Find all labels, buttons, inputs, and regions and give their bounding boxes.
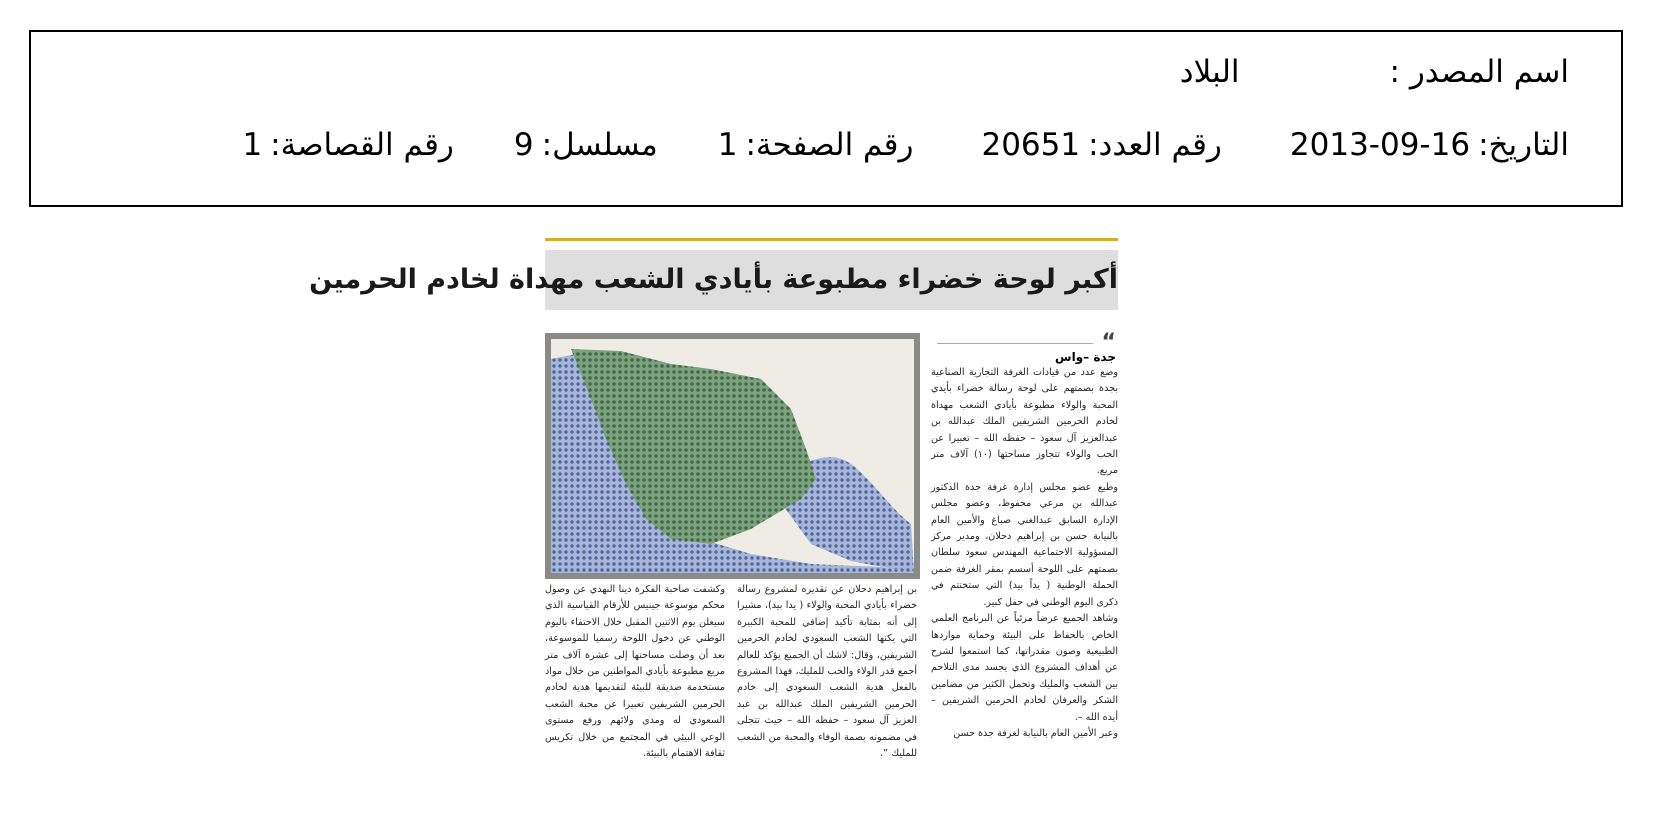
article-byline: جدة –واس [1055, 350, 1116, 364]
source-value: البلاد [1179, 54, 1240, 90]
article-column-right [931, 365, 1118, 782]
date-label: التاريخ: [1478, 127, 1569, 163]
page-value: 1 [717, 127, 738, 163]
map-photo [545, 333, 920, 579]
source-row [1180, 54, 1569, 90]
serial-value: 9 [513, 127, 534, 163]
paragraph: وضع عدد من قيادات الغرفة التجارية الصناعية بجدة بصمتهم على لوحة رسالة خضراء بأيدي المحبة والولاء مطبوعة بأيادي الشعب مهداة لخادم الحرمين الشريفين الملك عبدالله بن عبدالعزيز آل سعود – حفظه الله – تعبيرا عن الحب والولاء تتجاوز مساحتها (١٠) آلاف متر مربع. [931, 367, 1118, 477]
clipping-info-box [29, 30, 1623, 207]
paragraph: وشاهد الجميع عرضاً مرئياً عن البرنامج العلمي الخاص بالحفاظ على البيئة وحماية مواردها الطبيعية وصون مقدراتها، كما استمعوا لشرح عن أهداف المشروع الذي يجسد مدى التلاحم بين الشعب والمليك وتحمل الكثير من مضامين الشكر والعرفان لخادم الحرمين الشريفين – أيده الله –. [931, 613, 1118, 723]
article-column-middle [737, 582, 917, 782]
article-column-left [545, 582, 725, 782]
map-illustration [551, 339, 914, 573]
quote-mark: “ [1101, 330, 1116, 355]
issue-value: 20651 [981, 127, 1081, 163]
paragraph: وطبع عضو مجلس إدارة غرفة جدة الدكتور عبدالله بن مرعي محفوظ، وعضو مجلس الإدارة السابق عبدالغني صباغ والأمين العام بالنيابة حسن بن إبراهيم دحلان، ومدير مركز المسؤولية الاجتماعية المهندس سعود سلطان بصمتهم على اللوحة أسسم بمقر الغرفة ضمن الحملة الوطنية ( يداً بيد) التي ستختتم في ذكرى اليوم الوطني في حفل كبير. [931, 481, 1118, 608]
source-label: اسم المصدر : [1389, 54, 1569, 90]
page-label: رقم الصفحة: [745, 127, 914, 163]
meta-row [242, 127, 1569, 163]
quote-rule [937, 343, 1093, 344]
clip-value: 1 [242, 127, 263, 163]
clip-label: رقم القصاصة: [270, 127, 454, 163]
paragraph: بن إبراهيم دحلان عن تقديره لمشروع رسالة خضراء بأيادي المحبة والولاء ( يدا بيد)، مشيرا إلى أنه بمثابة تأكيد إضافي للمحبة الكبيرة التي يكنها الشعب السعودي لخادم الحرمين الشريفين، وقال: لاشك أن الجميع يؤكد للعالم أجمع قدر الولاء والحب للمليك، فهذا المشروع بالفعل هدية الشعب السعودي إلى خادم الحرمين الشريفين الملك عبدالله بن عبد العزيز آل سعود – حفظه الله – حيث تتجلى في مضمونه بصمة الوفاء والمحبة من الشعب للمليك ”. [737, 584, 917, 760]
serial-label: مسلسل: [541, 127, 658, 163]
paragraph: وعبر الأمين العام بالنيابة لغرفة جدة حسن [953, 727, 1118, 739]
date-value: 2013-09-16 [1289, 127, 1471, 163]
accent-rule [545, 238, 1118, 241]
newspaper-clipping [309, 238, 1118, 784]
issue-label: رقم العدد: [1088, 127, 1222, 163]
paragraph: وكشفت صاحبة الفكرة دينا النهدي عن وصول محكم موسوعة جينيس للأرقام القياسية الذي سيعلن يوم الاثنين المقبل خلال الاحتفاء باليوم الوطني عن دخول اللوحة رسميا للموسوعة، بعد أن وصلت مساحتها إلى عشرة آلاف متر مربع مطبوعة بأيادي المواطنين من خلال مواد مستخدمة صديقة للبيئة لتقديمها هدية لخادم الحرمين الشريفين تعبيرا عن محبة الشعب السعودي له ومدى ولائهم ورفع مستوى الوعي البيئي في المجتمع من خلال تكريس ثقافة الاهتمام بالبيئة. [545, 584, 725, 760]
article-headline: أكبر لوحة خضراء مطبوعة بأيادي الشعب مهداة لخادم الحرمين [545, 250, 1118, 310]
